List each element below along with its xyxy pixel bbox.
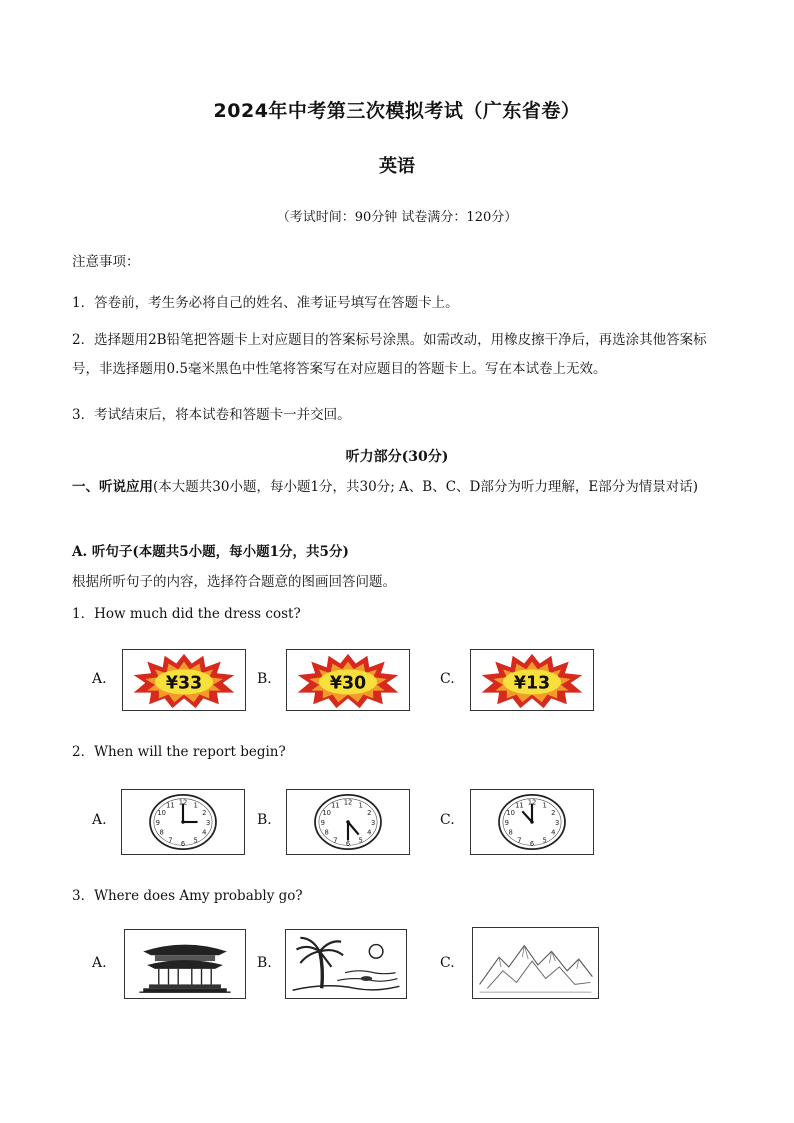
question-1-text: 1．How much did the dress cost? <box>72 606 301 622</box>
beach-palm-icon <box>286 930 406 998</box>
svg-text:2: 2 <box>551 809 556 818</box>
q2-option-a-label[interactable]: A. <box>92 812 107 828</box>
svg-text:3: 3 <box>371 818 376 827</box>
q3-option-a-image[interactable] <box>124 929 246 999</box>
svg-text:7: 7 <box>333 836 338 845</box>
svg-text:6: 6 <box>180 840 186 849</box>
q2-option-a-image[interactable] <box>121 789 245 855</box>
svg-text:11: 11 <box>166 801 175 810</box>
clock-icon <box>287 790 409 854</box>
exam-title: 2024年中考第三次模拟考试（广东省卷） <box>213 100 581 122</box>
svg-text:3: 3 <box>206 818 211 827</box>
svg-text:4: 4 <box>367 828 372 837</box>
notice-item-3: 3．考试结束后，将本试卷和答题卡一并交回。 <box>72 407 351 423</box>
svg-text:8: 8 <box>159 828 164 837</box>
q3-option-a-label[interactable]: A. <box>92 955 107 971</box>
q1-a-price: ¥33 <box>165 673 203 694</box>
svg-text:4: 4 <box>551 828 556 837</box>
svg-text:5: 5 <box>542 836 547 845</box>
q3-option-c-image[interactable] <box>472 927 599 999</box>
subject-title: 英语 <box>379 156 415 177</box>
svg-text:5: 5 <box>193 836 198 845</box>
q1-option-b-image[interactable] <box>286 649 410 711</box>
svg-text:11: 11 <box>331 801 340 810</box>
svg-text:2: 2 <box>202 809 207 818</box>
notice-item-2: 2．选择题用2B铅笔把答题卡上对应题目的答案标号涂黑。如需改动，用橡皮擦干净后，再选涂其他答案标号，非选择题用0.5毫米黑色中性笔将答案写在对应题目的答题卡上。写在本试卷上无效。 <box>72 332 707 377</box>
svg-text:12: 12 <box>527 798 537 807</box>
q2-option-c-label[interactable]: C. <box>440 812 455 828</box>
svg-text:6: 6 <box>345 840 351 849</box>
svg-text:12: 12 <box>343 798 353 807</box>
partA-heading: A. 听句子(本题共5小题，每小题1分，共5分) <box>72 544 349 560</box>
question-2-text: 2．When will the report begin? <box>72 744 286 760</box>
svg-text:7: 7 <box>168 836 173 845</box>
svg-text:11: 11 <box>515 801 524 810</box>
q1-option-a-image[interactable] <box>122 649 246 711</box>
clock-icon <box>471 790 593 854</box>
partA-instruction: 根据所听句子的内容，选择符合题意的图画回答问题。 <box>72 574 396 590</box>
q1-option-b-label[interactable]: B. <box>257 671 272 687</box>
q1-option-c-label[interactable]: C. <box>440 671 455 687</box>
part1-heading: 一、听说应用 <box>72 479 153 495</box>
svg-text:9: 9 <box>504 818 509 827</box>
svg-text:10: 10 <box>157 809 166 818</box>
svg-text:8: 8 <box>508 828 513 837</box>
svg-text:3: 3 <box>555 818 560 827</box>
svg-text:9: 9 <box>155 818 160 827</box>
svg-text:4: 4 <box>202 828 207 837</box>
q2-option-c-image[interactable] <box>470 789 594 855</box>
svg-text:1: 1 <box>358 801 363 810</box>
svg-text:2: 2 <box>367 809 372 818</box>
question-3-text: 3．Where does Amy probably go? <box>72 888 303 904</box>
price-burst-icon <box>123 650 245 710</box>
svg-text:10: 10 <box>506 809 515 818</box>
price-burst-icon <box>471 650 593 710</box>
q3-option-b-image[interactable] <box>285 929 407 999</box>
q3-option-c-label[interactable]: C. <box>440 955 455 971</box>
svg-text:7: 7 <box>517 836 522 845</box>
q3-option-b-label[interactable]: B. <box>257 955 272 971</box>
part1-description: (本大题共30小题，每小题1分，共30分; A、B、C、D部分为听力理解，E部分为情景对话) <box>153 479 698 495</box>
q1-c-price: ¥13 <box>513 673 551 694</box>
svg-text:1: 1 <box>193 801 198 810</box>
svg-text:12: 12 <box>178 798 188 807</box>
part1-block <box>72 473 722 502</box>
svg-text:8: 8 <box>324 828 329 837</box>
q1-option-c-image[interactable] <box>470 649 594 711</box>
mountains-icon <box>473 928 598 998</box>
q2-option-b-label[interactable]: B. <box>257 812 272 828</box>
temple-icon <box>125 930 245 998</box>
svg-text:1: 1 <box>542 801 547 810</box>
price-burst-icon <box>287 650 409 710</box>
listening-section-title: 听力部分(30分) <box>345 449 449 465</box>
q2-option-b-image[interactable] <box>286 789 410 855</box>
svg-text:10: 10 <box>322 809 331 818</box>
notice-item-1: 1．答卷前，考生务必将自己的姓名、准考证号填写在答题卡上。 <box>72 295 459 311</box>
q1-b-price: ¥30 <box>329 673 367 694</box>
clock-icon <box>122 790 244 854</box>
svg-text:6: 6 <box>529 840 535 849</box>
svg-text:9: 9 <box>320 818 325 827</box>
notice-heading: 注意事项： <box>72 254 140 270</box>
svg-text:5: 5 <box>358 836 363 845</box>
q1-option-a-label[interactable]: A. <box>92 671 107 687</box>
exam-info: （考试时间：90分钟 试卷满分：120分） <box>276 210 518 225</box>
